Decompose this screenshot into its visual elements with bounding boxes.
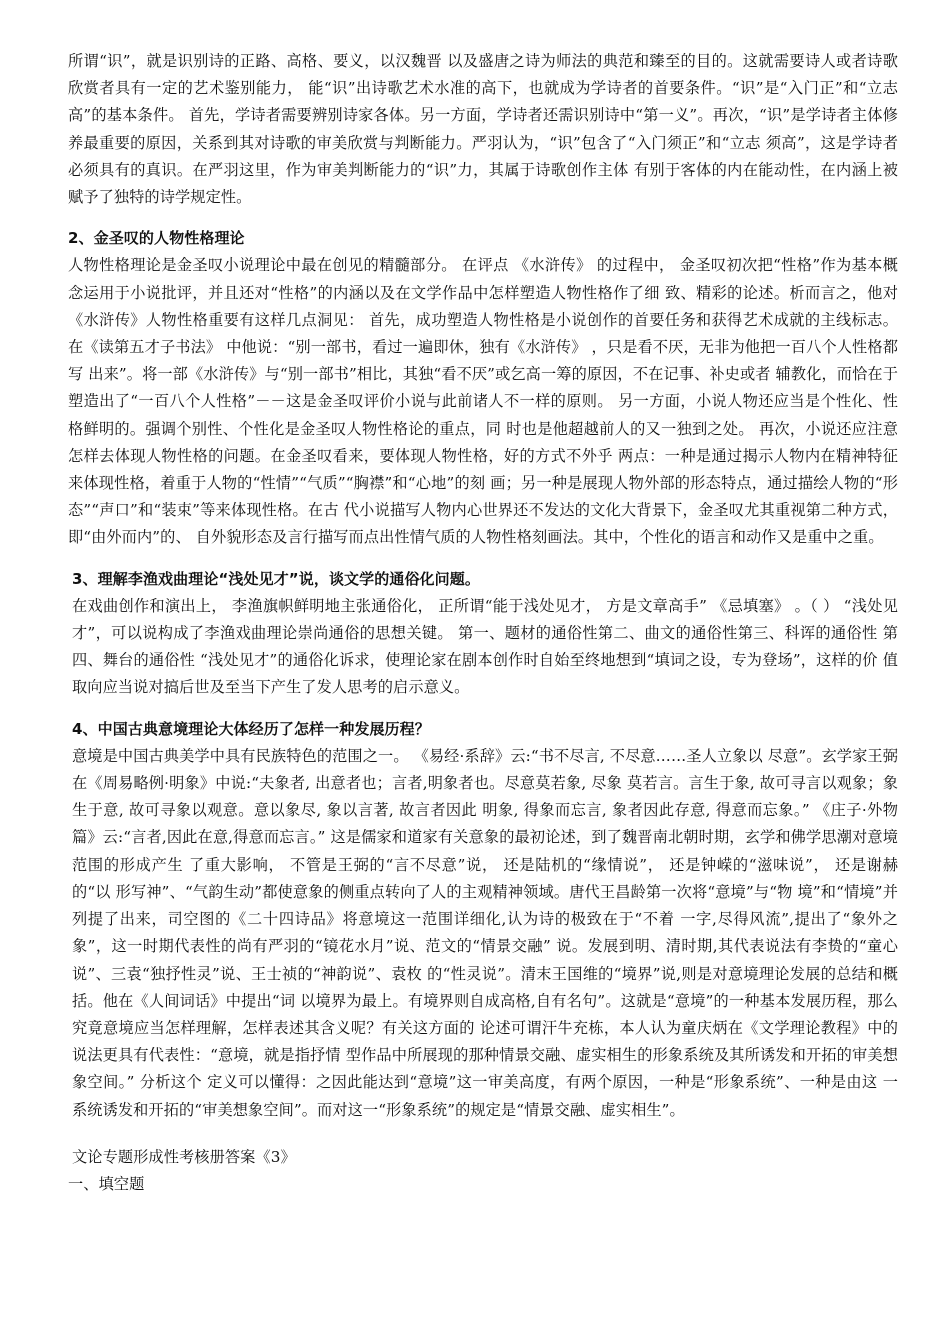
- section-2: [68, 225, 898, 551]
- section-heading: 4、中国古典意境理论大体经历了怎样一种发展历程？: [72, 719, 430, 738]
- intro-paragraph: 所谓“识”，就是识别诗的正路、高格、要义，以汉魏晋 以及盛唐之诗为师法的典范和臻至的目的。这就需要诗人或者诗歌欣赏者具有一定的艺术鉴别能力， 能“识”出诗歌艺术水准的高下，也就成为学诗者的首要条件。“识”是“入门正”和“立志高”的基本条件。 首先，学诗者需要辨别诗家各体。另一方面，学诗者还需识别诗中“第一义”。再次，“识”是学诗者主体修 养最重要的原因，关系到其对诗歌的审美欣赏与判断能力。严羽认为，“识”包含了“入门须正”和“立志 须高”，这是学诗者必须具有的真识。在严羽这里，作为审美判断能力的“识”力，其属于诗歌创作主体 有别于客体的内在能动性，在内涵上被赋予了独特的诗学规定性。: [68, 52, 898, 207]
- document-page: [68, 48, 898, 1198]
- section-body: 人物性格理论是金圣叹小说理论中最在创见的精髓部分。 在评点 《水浒传》 的过程中， 金圣叹初次把“性格”作为基本概念运用于小说批评，并且还对“性格”的内涵以及在文学作品中怎样塑造人物性格作了细 致、精彩的论述。析而言之，他对《水浒传》人物性格重要有这样几点洞见： 首先，成功塑造人物性格是小说创作的首要任务和获得艺术成就的主线标志。在《读第五才子书法》 中他说：“别一部书，看过一遍即休，独有《水浒传》 ，只是看不厌，无非为他把一百八个人性格都写 出来”。将一部《水浒传》与“别一部书”相比，其独“看不厌”或乞高一筹的原因，不在记事、补史或者 辅教化，而恰在于塑造出了“一百八个人性格”－－这是金圣叹评价小说与此前诸人不一样的原则。 另一方面，小说人物还应当是个性化、性格鲜明的。强调个别性、个性化是金圣叹人物性格论的重点，同 时也是他超越前人的又一独到之处。 再次，小说还应注意怎样去体现人物性格的问题。在金圣叹看来，要体现人物性格，好的方式不外乎 两点：一种是通过揭示人物内在精神特征来体现性格，着重于人物的“性情”“气质”“胸襟”和“心地”的刻 画；另一种是展现人物外部的形态特点，通过描绘人物的“形态”“声口”和“装束”等来体现性格。在古 代小说描写人物内心世界还不发达的文化大背景下，金圣叹尤其重视第二种方式，即“由外而内”的、 自外貌形态及言行描写而点出性情气质的人物性格刻画法。其中，个性化的语言和动作又是重中之重。: [68, 256, 898, 547]
- section-heading: 3、理解李渔戏曲理论“浅处见才”说，谈文学的通俗化问题。: [72, 569, 480, 588]
- footer-subtitle: 一、填空题: [68, 1174, 145, 1193]
- section-4: [68, 716, 898, 1124]
- section-body: 意境是中国古典美学中具有民族特色的范围之一。 《易经·系辞》云:“书不尽言, 不尽意……圣人立象以 尽意”。玄学家王弼在《周易略例·明象》中说:“夫象者, 出意者也；言者,明象者也。尽意莫若象, 尽象 莫若言。言生于象, 故可寻言以观象；象生于意, 故可寻象以观意。意以象尽, 象以言著, 故言者因此 明象, 得象而忘言, 象者因此存意, 得意而忘象。” 《庄子·外物篇》云:“言者,因此在意,得意而忘言。” 这是儒家和道家有关意象的最初论述，到了魏晋南北朝时期，玄学和佛学思潮对意境范围的形成产生 了重大影响， 不管是王弼的“言不尽意”说， 还是陆机的“缘情说”， 还是钟嵘的“滋味说”， 还是谢赫的“以 形写神”、“气韵生动”都使意象的侧重点转向了人的主观精神领域。唐代王昌龄第一次将“意境”与“物 境”和“情境”并列提了出来，司空图的《二十四诗品》将意境这一范围详细化,认为诗的极致在于“不着 一字,尽得风流”,提出了“象外之象”，这一时期代表性的尚有严羽的“镜花水月”说、范文的“情景交融” 说。发展到明、清时期,其代表说法有李贽的“童心说”、三袁“独抒性灵”说、王士祯的“神韵说”、袁枚 的“性灵说”。清末王国维的“境界”说,则是对意境理论发展的总结和概括。他在《人间词话》中提出“词 以境界为最上。有境界则自成高格,自有名句”。这就是“意境”的一种基本发展历程，那么究竟意境应当怎样理解，怎样表述其含义呢？有关这方面的 论述可谓汗牛充栋，本人认为童庆炳在《文学理论教程》中的说法更具有代表性：“意境，就是指抒情 型作品中所展现的那种情景交融、虚实相生的形象系统及其所诱发和开拓的审美想象空间。” 分析这个 定义可以懂得：之因此能达到“意境”这一审美高度，有两个原因，一种是“形象系统”、一种是由这 一系统诱发和开拓的“审美想象空间”。而对这一“形象系统”的规定是“情景交融、虚实相生”。: [72, 746, 898, 1119]
- footer-title: 文论专题形成性考核册答案《3》: [72, 1147, 296, 1166]
- section-3: [68, 566, 898, 702]
- section-heading: 2、金圣叹的人物性格理论: [68, 229, 245, 248]
- footer: [68, 1144, 898, 1198]
- section-body: 在戏曲创作和演出上， 李渔旗帜鲜明地主张通俗化， 正所谓“能于浅处见才， 方是文章高手” 《忌填塞》 。（ ） “浅处见才”，可以说构成了李渔戏曲理论崇尚通俗的思想关键。 第一、题材的通俗性第二、曲文的通俗性第三、科诨的通俗性 第四、舞台的通俗性 “浅处见才”的通俗化诉求，使理论家在剧本创作时自始至终地想到“填词之设，专为登场”，这样的价 值取向应当说对搞后世及至当下产生了发人思考的启示意义。: [72, 596, 898, 697]
